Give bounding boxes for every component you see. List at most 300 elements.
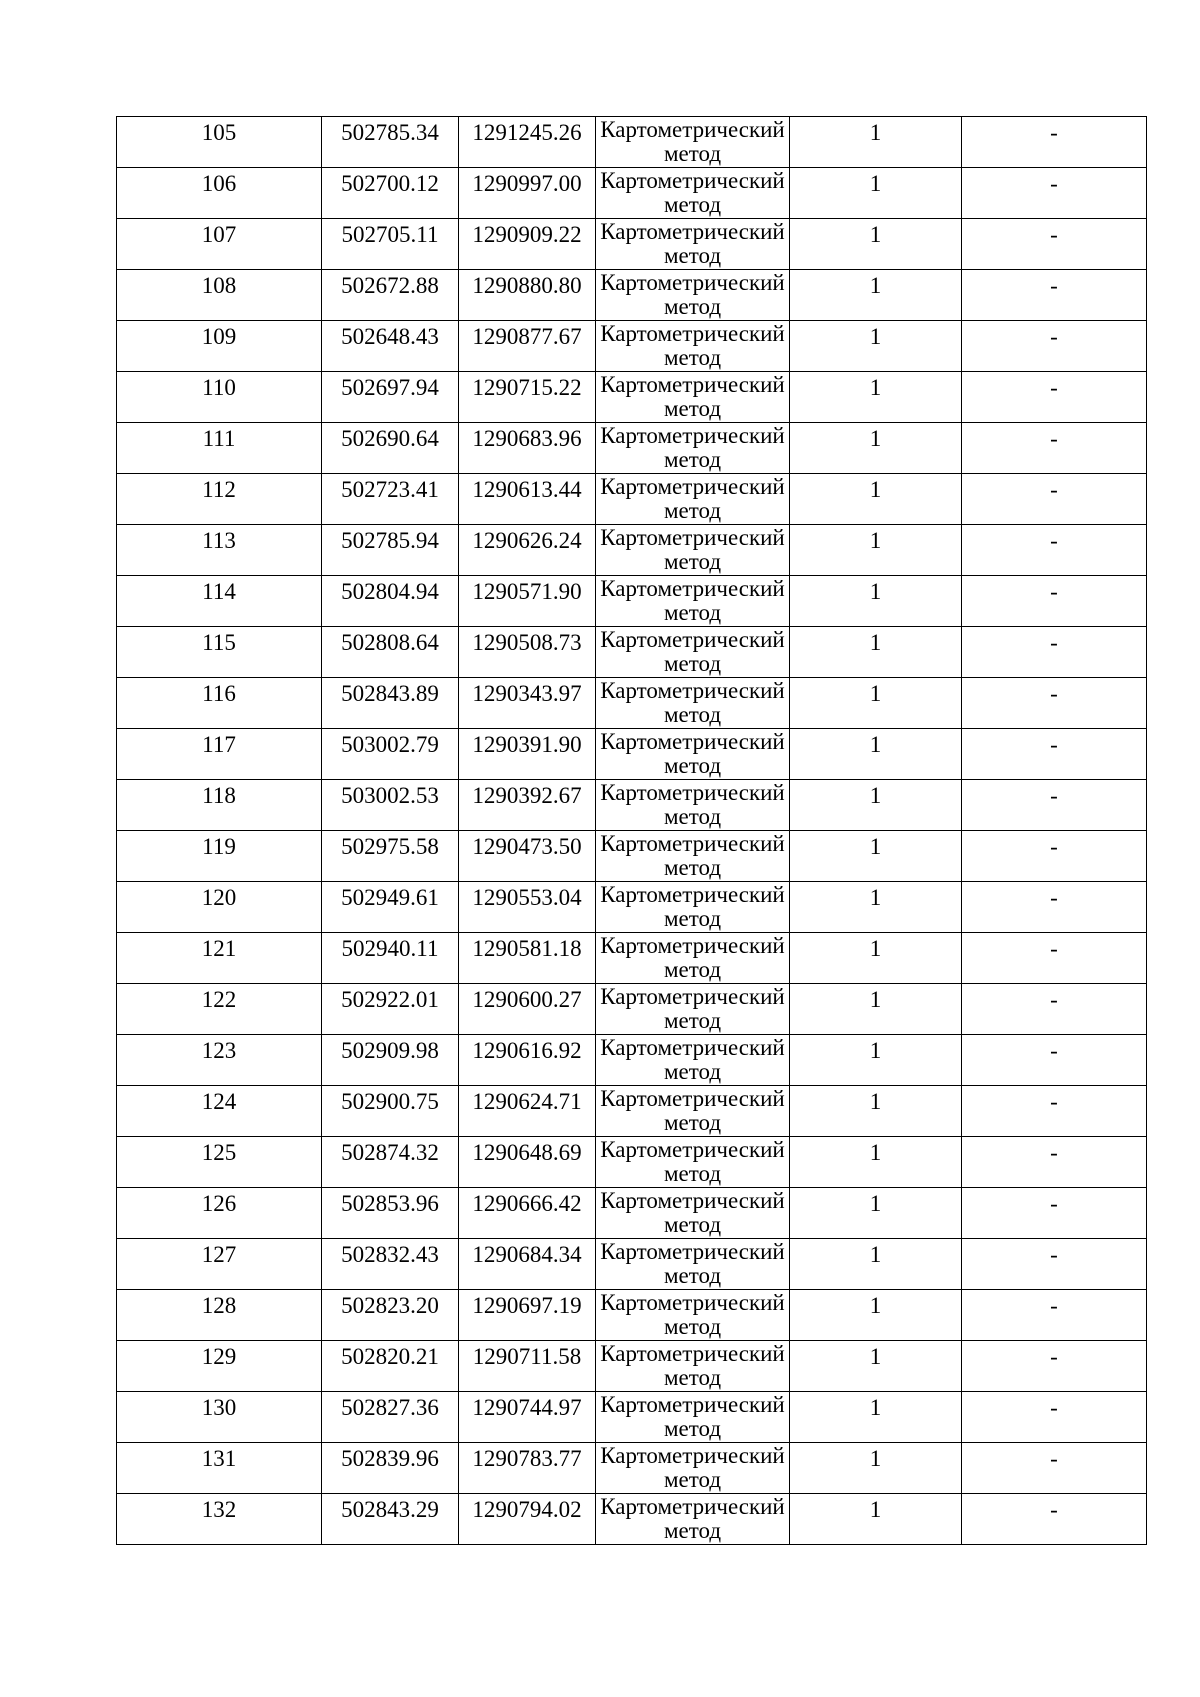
x-coordinate-cell-text: 502808.64 [341,630,439,655]
y-coordinate-cell [459,729,596,780]
y-coordinate-cell [459,1137,596,1188]
method-cell [596,1188,790,1239]
method-text [596,780,789,829]
y-coordinate-cell [459,219,596,270]
accuracy-cell-text: 1 [869,477,882,502]
table-row [117,1392,1147,1443]
x-coordinate-cell [322,423,459,474]
x-coordinate-cell-text: 502940.11 [341,936,439,961]
method-text [596,831,789,880]
accuracy-cell [790,831,962,882]
accuracy-cell [790,984,962,1035]
method-cell [596,270,790,321]
accuracy-cell-text: 1 [869,1395,882,1420]
y-coordinate-cell [459,1086,596,1137]
method-line-1: Картометрический [600,1137,785,1162]
accuracy-cell-text: 1 [869,528,882,553]
x-coordinate-cell [322,474,459,525]
method-line-1: Картометрический [600,831,785,856]
method-line-1: Картометрический [600,984,785,1009]
note-cell [962,831,1147,882]
note-cell [962,474,1147,525]
y-coordinate-cell-text: 1290997.00 [472,171,582,196]
x-coordinate-cell-text: 502700.12 [341,171,439,196]
y-coordinate-cell-text: 1290571.90 [472,579,582,604]
y-coordinate-cell [459,576,596,627]
point-number-cell [117,525,322,576]
table-row [117,984,1147,1035]
point-number-cell [117,729,322,780]
point-number-cell [117,933,322,984]
y-coordinate-cell-text: 1290697.19 [472,1293,582,1318]
table-row [117,321,1147,372]
method-line-2: метод [663,1161,722,1186]
method-text [596,1443,789,1492]
y-coordinate-cell-text: 1290877.67 [472,324,582,349]
method-cell [596,831,790,882]
table-row [117,780,1147,831]
point-number-cell-text: 127 [201,1242,237,1267]
accuracy-cell-text: 1 [869,426,882,451]
method-line-2: метод [663,1059,722,1084]
method-cell [596,1086,790,1137]
method-line-2: метод [663,498,722,523]
point-number-cell-text: 118 [202,783,236,808]
method-cell [596,1494,790,1545]
method-line-2: метод [663,753,722,778]
note-cell-text: - [1050,1497,1058,1522]
y-coordinate-cell [459,270,596,321]
method-cell [596,882,790,933]
table-row [117,1035,1147,1086]
y-coordinate-cell [459,1341,596,1392]
method-line-2: метод [663,396,722,421]
y-coordinate-cell [459,1035,596,1086]
accuracy-cell-text: 1 [869,1446,882,1471]
x-coordinate-cell [322,882,459,933]
y-coordinate-cell [459,423,596,474]
accuracy-cell-text: 1 [869,987,882,1012]
x-coordinate-cell [322,729,459,780]
method-text [596,729,789,778]
y-coordinate-cell [459,1239,596,1290]
point-number-cell-text: 119 [202,834,236,859]
note-cell [962,372,1147,423]
y-coordinate-cell [459,525,596,576]
y-coordinate-cell-text: 1290794.02 [472,1497,582,1522]
method-text [596,1392,789,1441]
point-number-cell-text: 121 [201,936,237,961]
point-number-cell-text: 113 [202,528,236,553]
x-coordinate-cell-text: 502785.94 [341,528,439,553]
method-cell [596,984,790,1035]
accuracy-cell [790,627,962,678]
point-number-cell-text: 110 [202,375,236,400]
x-coordinate-cell [322,168,459,219]
note-cell [962,1290,1147,1341]
method-text [596,168,789,217]
method-cell [596,729,790,780]
table-row [117,219,1147,270]
point-number-cell-text: 129 [201,1344,237,1369]
note-cell [962,780,1147,831]
accuracy-cell-text: 1 [869,222,882,247]
accuracy-cell [790,117,962,168]
y-coordinate-cell-text: 1290473.50 [472,834,582,859]
point-number-cell [117,1239,322,1290]
note-cell-text: - [1050,1293,1058,1318]
note-cell [962,117,1147,168]
method-line-1: Картометрический [600,1035,785,1060]
table-row [117,117,1147,168]
accuracy-cell [790,678,962,729]
x-coordinate-cell-text: 502648.43 [341,324,439,349]
method-line-2: метод [663,651,722,676]
point-number-cell [117,270,322,321]
method-line-1: Картометрический [600,1086,785,1111]
method-text [596,1137,789,1186]
x-coordinate-cell [322,1137,459,1188]
x-coordinate-cell-text: 502785.34 [341,120,439,145]
point-number-cell-text: 107 [201,222,237,247]
method-cell [596,576,790,627]
y-coordinate-cell-text: 1290648.69 [472,1140,582,1165]
method-text [596,1188,789,1237]
accuracy-cell-text: 1 [869,120,882,145]
method-line-1: Картометрический [600,1341,785,1366]
method-text [596,1341,789,1390]
note-cell [962,1341,1147,1392]
y-coordinate-cell [459,933,596,984]
accuracy-cell-text: 1 [869,681,882,706]
method-text [596,372,789,421]
x-coordinate-cell [322,1392,459,1443]
accuracy-cell [790,1086,962,1137]
method-line-2: метод [663,1467,722,1492]
table-row [117,1494,1147,1545]
method-line-1: Картометрический [600,168,785,193]
point-number-cell-text: 131 [201,1446,237,1471]
method-line-2: метод [663,243,722,268]
point-number-cell [117,219,322,270]
accuracy-cell [790,270,962,321]
method-text [596,1086,789,1135]
x-coordinate-cell [322,984,459,1035]
accuracy-cell-text: 1 [869,1038,882,1063]
method-line-1: Картометрический [600,1443,785,1468]
method-text [596,423,789,472]
point-number-cell [117,474,322,525]
accuracy-cell-text: 1 [869,1293,882,1318]
point-number-cell [117,1137,322,1188]
accuracy-cell [790,321,962,372]
accuracy-cell [790,729,962,780]
method-line-1: Картометрический [600,423,785,448]
note-cell [962,933,1147,984]
note-cell-text: - [1050,834,1058,859]
note-cell-text: - [1050,528,1058,553]
x-coordinate-cell-text: 502874.32 [341,1140,439,1165]
method-line-1: Картометрический [600,882,785,907]
method-line-1: Картометрический [600,729,785,754]
method-text [596,525,789,574]
y-coordinate-cell [459,627,596,678]
note-cell-text: - [1050,987,1058,1012]
accuracy-cell [790,168,962,219]
table-row [117,627,1147,678]
method-cell [596,321,790,372]
y-coordinate-cell [459,882,596,933]
y-coordinate-cell-text: 1290909.22 [472,222,582,247]
point-number-cell [117,1086,322,1137]
method-cell [596,1341,790,1392]
method-cell [596,168,790,219]
note-cell-text: - [1050,579,1058,604]
x-coordinate-cell [322,372,459,423]
point-number-cell-text: 132 [201,1497,237,1522]
x-coordinate-cell-text: 502672.88 [341,273,439,298]
accuracy-cell-text: 1 [869,1344,882,1369]
note-cell-text: - [1050,783,1058,808]
method-cell [596,219,790,270]
x-coordinate-cell-text: 502832.43 [341,1242,439,1267]
x-coordinate-cell [322,1341,459,1392]
x-coordinate-cell-text: 502723.41 [341,477,439,502]
point-number-cell-text: 106 [201,171,237,196]
method-cell [596,1137,790,1188]
table-row [117,1341,1147,1392]
method-cell [596,1239,790,1290]
x-coordinate-cell-text: 502900.75 [341,1089,439,1114]
method-line-1: Картометрический [600,1392,785,1417]
method-text [596,678,789,727]
method-line-2: метод [663,1212,722,1237]
method-line-2: метод [663,1314,722,1339]
y-coordinate-cell-text: 1290600.27 [472,987,582,1012]
note-cell [962,1086,1147,1137]
note-cell [962,678,1147,729]
y-coordinate-cell-text: 1290508.73 [472,630,582,655]
method-text [596,576,789,625]
y-coordinate-cell-text: 1290343.97 [472,681,582,706]
point-number-cell-text: 112 [202,477,236,502]
note-cell-text: - [1050,1191,1058,1216]
table-row [117,1290,1147,1341]
table-row [117,270,1147,321]
point-number-cell-text: 111 [202,426,236,451]
method-text [596,882,789,931]
x-coordinate-cell-text: 503002.79 [341,732,439,757]
method-line-2: метод [663,804,722,829]
method-text [596,321,789,370]
y-coordinate-cell [459,1494,596,1545]
method-line-1: Картометрический [600,525,785,550]
x-coordinate-cell [322,780,459,831]
table-row [117,1188,1147,1239]
point-number-cell [117,1188,322,1239]
method-line-2: метод [663,1416,722,1441]
method-line-1: Картометрический [600,270,785,295]
method-line-1: Картометрический [600,372,785,397]
method-line-2: метод [663,192,722,217]
accuracy-cell [790,1035,962,1086]
x-coordinate-cell [322,576,459,627]
y-coordinate-cell [459,678,596,729]
table-row [117,474,1147,525]
method-cell [596,525,790,576]
method-line-1: Картометрический [600,933,785,958]
accuracy-cell-text: 1 [869,885,882,910]
table-row [117,1086,1147,1137]
method-cell [596,780,790,831]
x-coordinate-cell-text: 502690.64 [341,426,439,451]
x-coordinate-cell [322,117,459,168]
point-number-cell [117,678,322,729]
accuracy-cell [790,423,962,474]
x-coordinate-cell-text: 502909.98 [341,1038,439,1063]
point-number-cell-text: 114 [202,579,236,604]
method-line-2: метод [663,1518,722,1543]
note-cell [962,576,1147,627]
note-cell [962,1443,1147,1494]
y-coordinate-cell [459,372,596,423]
point-number-cell-text: 124 [201,1089,237,1114]
accuracy-cell [790,882,962,933]
method-line-1: Картометрический [600,1239,785,1264]
accuracy-cell-text: 1 [869,273,882,298]
note-cell [962,423,1147,474]
y-coordinate-cell [459,1290,596,1341]
method-line-2: метод [663,1365,722,1390]
accuracy-cell [790,780,962,831]
y-coordinate-cell-text: 1290880.80 [472,273,582,298]
method-line-1: Картометрический [600,1290,785,1315]
y-coordinate-cell [459,168,596,219]
x-coordinate-cell-text: 502823.20 [341,1293,439,1318]
point-number-cell [117,627,322,678]
method-text [596,117,789,166]
table-row [117,423,1147,474]
point-number-cell [117,831,322,882]
note-cell [962,525,1147,576]
method-cell [596,1035,790,1086]
table-row [117,933,1147,984]
note-cell-text: - [1050,1242,1058,1267]
note-cell [962,627,1147,678]
x-coordinate-cell [322,1443,459,1494]
note-cell [962,1392,1147,1443]
table-row [117,372,1147,423]
x-coordinate-cell [322,1188,459,1239]
method-text [596,270,789,319]
accuracy-cell [790,1494,962,1545]
y-coordinate-cell [459,474,596,525]
point-number-cell [117,984,322,1035]
method-text [596,219,789,268]
point-number-cell-text: 105 [201,120,237,145]
table-row [117,729,1147,780]
table-row [117,1137,1147,1188]
accuracy-cell-text: 1 [869,732,882,757]
x-coordinate-cell [322,678,459,729]
x-coordinate-cell [322,1494,459,1545]
method-line-1: Картометрический [600,474,785,499]
method-cell [596,117,790,168]
method-cell [596,1443,790,1494]
x-coordinate-cell-text: 503002.53 [341,783,439,808]
accuracy-cell [790,1392,962,1443]
method-text [596,627,789,676]
method-text [596,1290,789,1339]
point-number-cell [117,576,322,627]
note-cell-text: - [1050,477,1058,502]
point-number-cell-text: 126 [201,1191,237,1216]
method-text [596,1035,789,1084]
y-coordinate-cell-text: 1290626.24 [472,528,582,553]
method-line-2: метод [663,1008,722,1033]
point-number-cell [117,168,322,219]
method-line-2: метод [663,141,722,166]
note-cell-text: - [1050,1344,1058,1369]
x-coordinate-cell-text: 502804.94 [341,579,439,604]
method-line-2: метод [663,447,722,472]
method-text [596,984,789,1033]
note-cell-text: - [1050,1089,1058,1114]
accuracy-cell-text: 1 [869,783,882,808]
point-number-cell [117,321,322,372]
y-coordinate-cell-text: 1290391.90 [472,732,582,757]
x-coordinate-cell [322,1035,459,1086]
coordinates-table [116,116,1147,1545]
method-line-1: Картометрический [600,117,785,142]
point-number-cell [117,1035,322,1086]
accuracy-cell [790,219,962,270]
accuracy-cell [790,1341,962,1392]
accuracy-cell-text: 1 [869,1242,882,1267]
method-line-2: метод [663,600,722,625]
note-cell-text: - [1050,1140,1058,1165]
y-coordinate-cell-text: 1290553.04 [472,885,582,910]
accuracy-cell [790,1239,962,1290]
accuracy-cell [790,525,962,576]
note-cell-text: - [1050,1395,1058,1420]
note-cell-text: - [1050,375,1058,400]
y-coordinate-cell-text: 1290666.42 [472,1191,582,1216]
note-cell-text: - [1050,171,1058,196]
x-coordinate-cell [322,270,459,321]
method-line-1: Картометрический [600,780,785,805]
y-coordinate-cell-text: 1290744.97 [472,1395,582,1420]
point-number-cell-text: 108 [201,273,237,298]
note-cell-text: - [1050,681,1058,706]
method-line-2: метод [663,345,722,370]
method-cell [596,627,790,678]
method-line-1: Картометрический [600,627,785,652]
point-number-cell-text: 109 [201,324,237,349]
note-cell-text: - [1050,1038,1058,1063]
method-line-1: Картометрический [600,321,785,346]
x-coordinate-cell [322,933,459,984]
method-line-2: метод [663,549,722,574]
y-coordinate-cell-text: 1290683.96 [472,426,582,451]
y-coordinate-cell-text: 1290715.22 [472,375,582,400]
method-line-1: Картометрический [600,576,785,601]
accuracy-cell-text: 1 [869,375,882,400]
method-line-2: метод [663,957,722,982]
method-line-1: Картометрический [600,1188,785,1213]
x-coordinate-cell-text: 502827.36 [341,1395,439,1420]
point-number-cell [117,423,322,474]
